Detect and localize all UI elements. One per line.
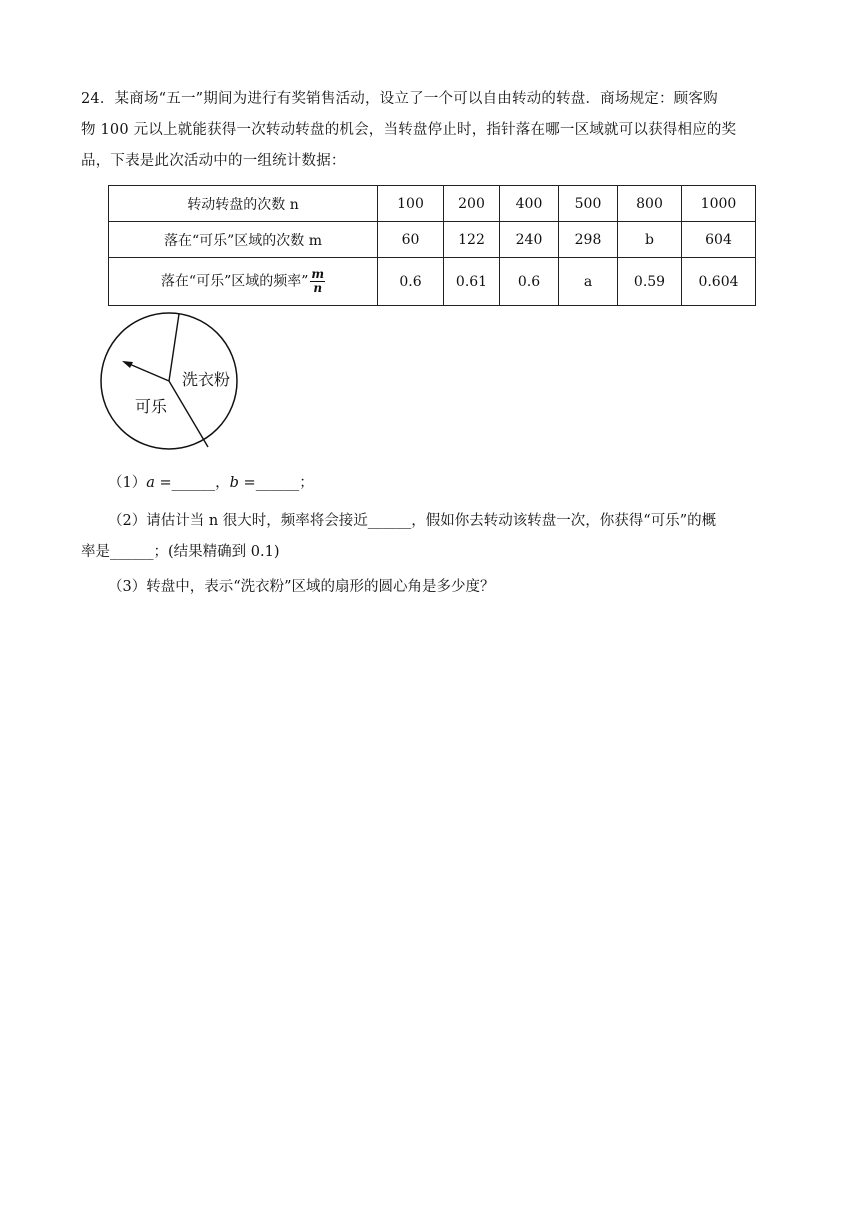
table-cell: 1000 [682,186,756,222]
table-cell: 298 [559,222,618,258]
variable-b: b [229,475,239,491]
problem-line-3: 品，下表是此次活动中的一组统计数据： [81,153,346,169]
fraction-denominator: n [313,281,323,295]
table-cell: a [559,258,618,306]
table-cell: 800 [618,186,682,222]
statistics-table [108,185,756,306]
table-cell: 0.604 [682,258,756,306]
question-3 [108,572,783,603]
row-label-spins: 转动转盘的次数 n [109,186,378,222]
question-1-number: （1） [108,475,147,491]
question-2-line-1: （2）请估计当 n 很大时，频率将会接近______，假如你去转动该转盘一次，你获得“可乐”的概 [108,513,717,529]
table-cell: 60 [378,222,444,258]
table-cell: 0.59 [618,258,682,306]
table-cell: 0.6 [378,258,444,306]
question-1 [108,468,783,499]
table-cell: 604 [682,222,756,258]
fraction-numerator: m [311,267,325,281]
pointer-shaft [127,363,169,381]
table-cell: 400 [500,186,559,222]
table-cell: 0.61 [444,258,500,306]
divider-line-bottom [169,381,208,447]
table-cell: 500 [559,186,618,222]
blank-b: =______； [238,475,314,491]
region-label-detergent: 洗衣粉 [182,372,231,389]
variable-a: a [146,475,155,491]
divider-line-top [169,314,179,381]
blank-a: =______， [154,475,230,491]
problem-line-1: 24．某商场“五一”期间为进行有奖销售活动，设立了一个可以自由转动的转盘．商场规定：顾客购 [81,91,718,107]
table-cell: 240 [500,222,559,258]
region-label-cola: 可乐 [135,399,168,416]
problem-statement [81,84,781,177]
table-row [109,186,756,222]
table-cell: b [618,222,682,258]
fraction-m-over-n [310,268,325,295]
table-cell: 0.6 [500,258,559,306]
pointer-arrowhead [122,361,133,368]
table-cell: 100 [378,186,444,222]
question-2-line-2: 率是______；(结果精确到 0.1) [81,544,280,560]
table-row [109,222,756,258]
table-row [109,258,756,306]
question-2 [81,506,783,568]
problem-line-2: 物 100 元以上就能获得一次转动转盘的机会，当转盘停止时，指针落在哪一区域就可以获得相应的奖 [81,122,737,138]
table-cell: 200 [444,186,500,222]
frequency-label-text: 落在“可乐”区域的频率” [160,273,309,290]
spinner-diagram [98,310,248,460]
row-label-cola-count: 落在“可乐”区域的次数 m [109,222,378,258]
table-cell: 122 [444,222,500,258]
row-label-cola-frequency [109,258,378,306]
question-3-text: （3）转盘中，表示“洗衣粉”区域的扇形的圆心角是多少度？ [108,579,495,595]
